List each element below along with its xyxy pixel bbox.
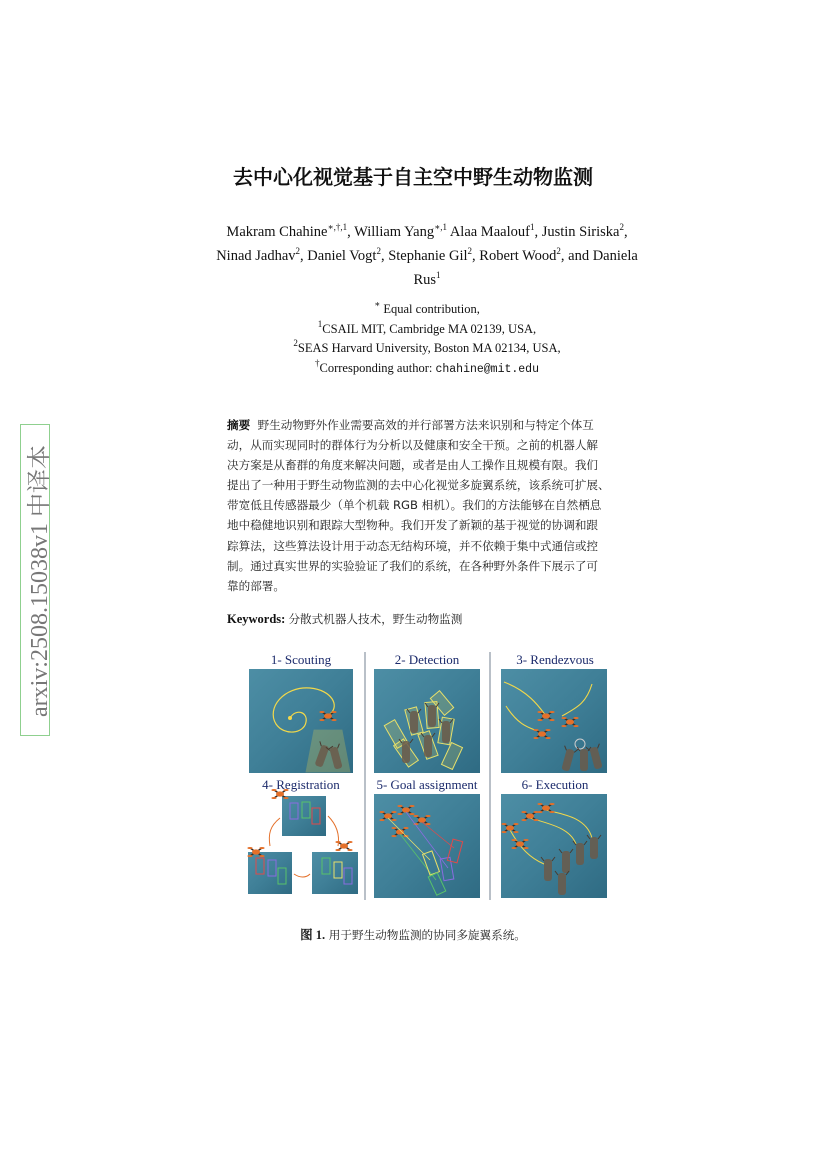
equal-contribution-note bbox=[180, 300, 674, 320]
affiliation-mark: † bbox=[315, 357, 320, 368]
author-affiliation-mark: 2 bbox=[467, 246, 473, 256]
panel-goal-assignment bbox=[374, 794, 480, 898]
abstract-line: 动，从而实现同时的群体行为分析以及健康和安全干预。之前的机器人解 bbox=[227, 438, 599, 453]
panel-title-registration: 4- Registration bbox=[262, 777, 340, 792]
figure-label: 图 1. bbox=[300, 928, 326, 942]
affiliation-mark: 2 bbox=[293, 338, 298, 348]
paper-title: 去中心化视觉基于自主空中野生动物监测 bbox=[233, 165, 593, 189]
abstract-line: 带宽低且传感器最少（单个机载 RGB 相机）。我们的方法能够在自然栖息 bbox=[227, 498, 602, 513]
abstract-line: 提出了一种用于野生动物监测的去中心化视觉多旋翼系统，该系统可扩展、 bbox=[227, 478, 610, 493]
figure-illustration bbox=[240, 648, 618, 904]
author-name: Stephanie Gil bbox=[388, 248, 468, 264]
author-name: Justin Siriska bbox=[541, 224, 620, 240]
abstract-line: 靠的部署。 bbox=[227, 578, 285, 593]
author-affiliation-mark: 2 bbox=[376, 246, 381, 256]
author-name: Rus bbox=[413, 272, 437, 288]
panel-title-detection: 2- Detection bbox=[394, 652, 460, 667]
author-affiliation-mark: 2 bbox=[619, 222, 624, 232]
author-name: Daniela bbox=[592, 248, 638, 264]
arxiv-stamp-text: arxiv:2508.15038v1 中译本 bbox=[26, 445, 53, 717]
keywords-text: 分散式机器人技术，野生动物监测 bbox=[288, 612, 463, 626]
abstract bbox=[227, 415, 632, 596]
panel-scouting bbox=[249, 669, 353, 773]
author-line-1: Makram Chahine$^{∗,\dagger,1}$, William Yang$^{∗,1}$ Alaa Maalouf$^1$, Justin Siriska$^2$, bbox=[226, 222, 628, 240]
affiliation-seas bbox=[180, 339, 674, 359]
affiliation-csail bbox=[180, 320, 674, 340]
corresponding-email[interactable]: chahine@mit.edu bbox=[435, 362, 539, 376]
author-line-2: Ninad Jadhav$^2$, Daniel Vogt$^2$, Stephanie Gil$^2$, Robert Wood$^2$, and Daniela bbox=[216, 246, 638, 264]
panel-registration bbox=[247, 789, 358, 894]
author-name: Makram Chahine bbox=[226, 224, 328, 240]
author-affiliation-mark: 2 bbox=[556, 246, 561, 256]
abstract-line: 地中稳健地识别和跟踪大型物种。我们开发了新颖的基于视觉的协调和跟 bbox=[227, 518, 599, 533]
figure-caption-text: 用于野生动物监测的协同多旋翼系统。 bbox=[328, 928, 526, 942]
affiliation-text: Corresponding author: bbox=[319, 360, 436, 375]
author-name: Daniel Vogt bbox=[307, 248, 377, 264]
affiliation-mark: ∗ bbox=[374, 299, 381, 309]
abstract-line: 制。通过真实世界的实验验证了我们的系统，在各种野外条件下展示了可 bbox=[227, 558, 599, 573]
corresponding-author bbox=[180, 359, 674, 380]
abstract-line: 决方案是从畜群的角度来解决问题，或者是由人工操作且规模有限。我们 bbox=[227, 458, 599, 473]
author-name: Alaa Maalouf bbox=[449, 224, 530, 240]
figure-caption bbox=[0, 925, 826, 943]
author-affiliation-mark: ∗,1 bbox=[434, 222, 447, 232]
author-affiliation-mark: 1 bbox=[529, 222, 535, 232]
affiliation-text: CSAIL MIT, Cambridge MA 02139, USA, bbox=[322, 321, 537, 336]
abstract-line bbox=[227, 415, 632, 435]
panel-title-rendezvous: 3- Rendezvous bbox=[516, 652, 594, 667]
author-line-3 bbox=[180, 268, 674, 292]
author-name: Ninad Jadhav bbox=[216, 248, 296, 264]
arxiv-stamp bbox=[20, 424, 53, 736]
keywords-label: Keywords: bbox=[227, 612, 286, 626]
keywords bbox=[227, 611, 462, 627]
panel-title-execution: 6- Execution bbox=[521, 777, 589, 792]
panel-rendezvous bbox=[501, 669, 607, 773]
figure-1 bbox=[240, 648, 618, 904]
abstract-line: 踪算法，这些算法设计用于动态无结构环境，并不依赖于集中式通信或控 bbox=[227, 538, 599, 553]
author-name: Robert Wood bbox=[479, 248, 557, 264]
affiliation-text: SEAS Harvard University, Boston MA 02134, USA, bbox=[297, 341, 561, 355]
affiliation-text: Equal contribution, bbox=[383, 302, 480, 316]
affiliation-mark: 1 bbox=[317, 318, 323, 329]
affiliations bbox=[180, 300, 674, 379]
author-affiliation-mark: 2 bbox=[295, 246, 301, 256]
author-affiliation-mark: ∗,†,1 bbox=[327, 222, 348, 232]
abstract-text: 野生动物野外作业需要高效的并行部署方法来识别和与特定个体互 bbox=[257, 418, 594, 432]
panel-title-scouting: 1- Scouting bbox=[270, 652, 332, 667]
abstract-label: 摘要 bbox=[227, 418, 251, 432]
author-list bbox=[180, 220, 674, 292]
panel-detection bbox=[374, 669, 480, 773]
panel-execution bbox=[501, 794, 607, 898]
author-affiliation-mark: 1 bbox=[436, 270, 441, 280]
author-name: William Yang bbox=[354, 224, 435, 240]
panel-title-goal-assignment: 5- Goal assignment bbox=[376, 777, 478, 792]
